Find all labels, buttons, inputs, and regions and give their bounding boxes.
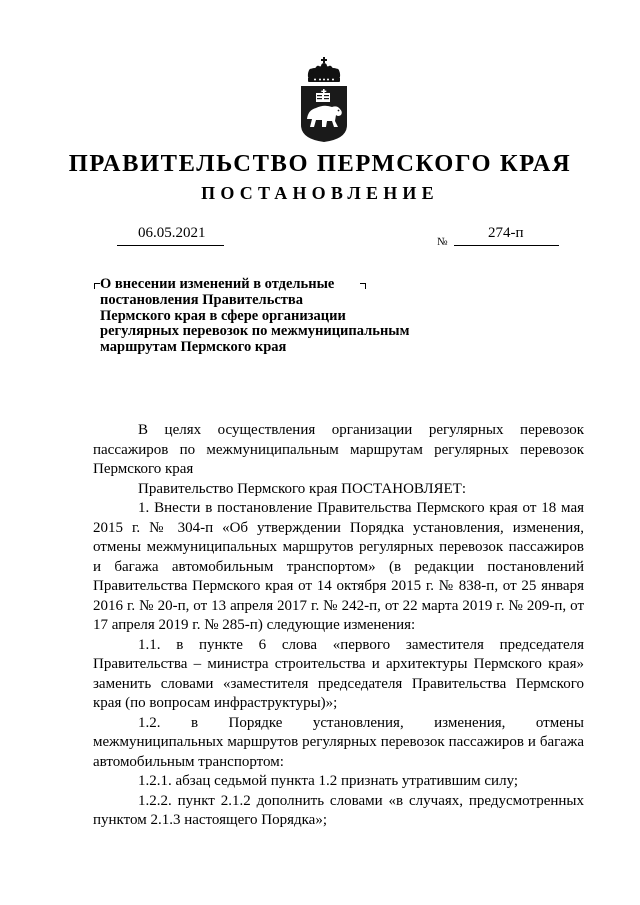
subject-line: постановления Правительства [100,291,303,308]
subject-line: О внесении изменений в отдельные [100,276,335,292]
document-subject [100,277,440,356]
date-underline [117,245,224,246]
clause-1-2-1-paragraph: 1.2.1. абзац седьмой пункта 1.2 признать утратившим силу; [138,773,519,789]
subject-line: маршрутам Пермского края [100,339,287,356]
resolution-paragraph: Правительство Пермского края ПОСТАНОВЛЯЕТ: [138,480,467,497]
number-underline [454,245,559,246]
document-date: 06.05.2021 [138,225,206,241]
clause-1-1-paragraph: 1.1. в пункте 6 слова «первого заместителя председателя Правительства – министра строительства и архитектуры Пермского края» заменить словами «заместителя председателя Правительства Пермского края (по вопросам инфраструктуры)»; [93,636,584,711]
document-body [93,421,584,831]
preamble-paragraph: В целях осуществления организации регулярных перевозок пассажиров по межмуниципальным маршрутам регулярных перевозок Пермского края [93,422,584,477]
document-type: ПОСТАНОВЛЕНИЕ [201,183,439,203]
perm-krai-coat-of-arms-icon [299,57,349,143]
subject-line: Пермского края в сфере организации [100,307,346,324]
document-number: 274-п [488,225,524,241]
clause-1-paragraph: 1. Внести в постановление Правительства Пермского края от 18 мая 2015 г. № 304-п «Об утверждении Порядка установления, изменения, отмены межмуниципальных маршрутов регулярных перевозок пассажиров и багажа автомобильным транспортом» (в редакции постановлений Правительства Пермского края от 14 октября 2015 г. № 838-п, от 25 января 2016 г. № 20-п, от 13 апреля 2017 г. № 242-п, от 22 марта 2019 г. № 209-п, от 17 апреля 2019 г. № 285-п) следующие изменения: [93,500,584,633]
clause-1-2-2-paragraph: 1.2.2. пункт 2.1.2 дополнить словами «в случаях, предусмотренных пунктом 2.1.3 настоящего Порядка»; [93,792,584,828]
number-sign: № [437,236,448,248]
government-title: ПРАВИТЕЛЬСТВО ПЕРМСКОГО КРАЯ [68,150,572,177]
subject-line: регулярных перевозок по межмуниципальным [100,323,410,340]
clause-1-2-paragraph: 1.2. в Порядке установления, изменения, отмены межмуниципальных маршрутов регулярных перевозок пассажиров и багажа автомобильным транспортом: [93,714,584,770]
